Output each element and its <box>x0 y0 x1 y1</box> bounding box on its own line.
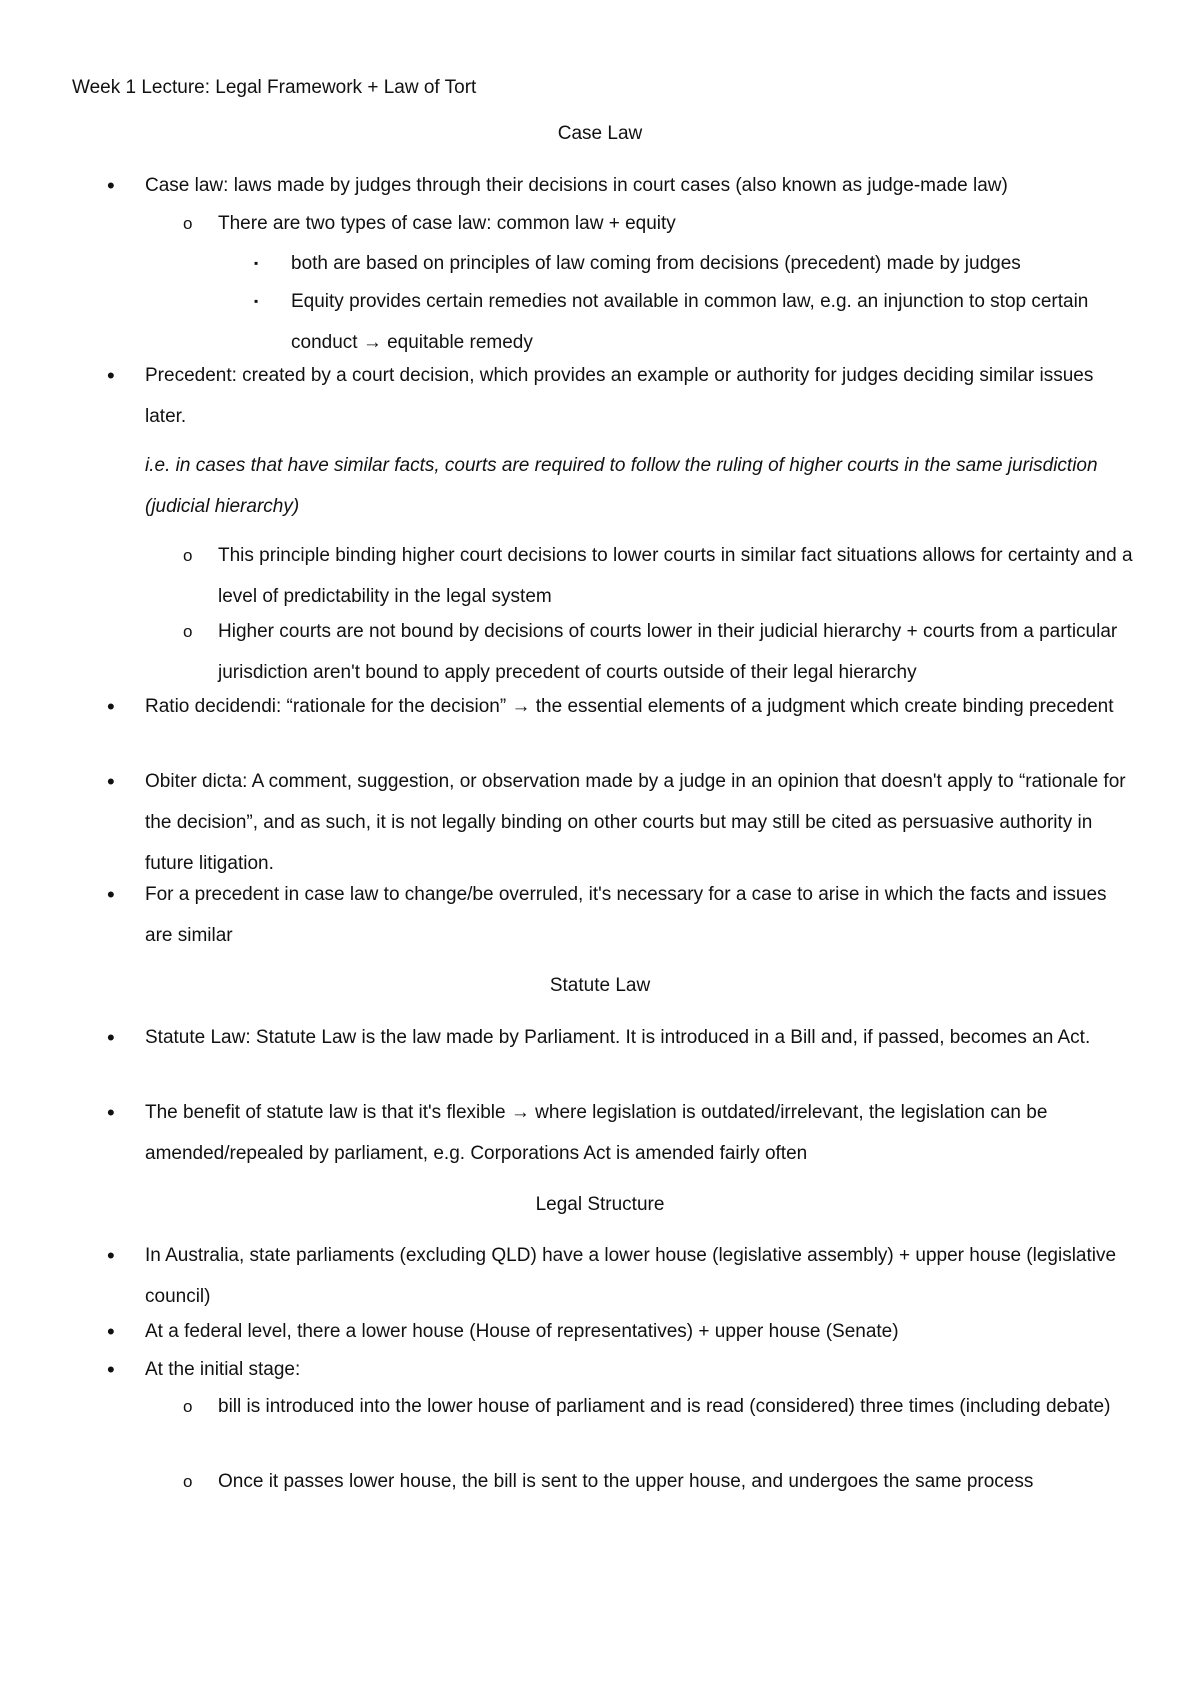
bullet-level2: o <box>183 546 193 565</box>
list-item: Case law: laws made by judges through their decisions in court cases (also known as judge-made law) <box>145 175 1008 196</box>
bullet-level2: o <box>183 1397 193 1416</box>
list-item: bill is introduced into the lower house of parliament and is read (considered) three times (including debate) <box>218 1396 1111 1417</box>
bullet-level1: • <box>107 694 115 719</box>
section-heading-legal-structure: Legal Structure <box>535 1194 665 1215</box>
list-item: The benefit of statute law is that it's flexible → where legislation is outdated/irrelevant, the legislation can be amended/repealed by parliament, e.g. Corporations Act is amended fairly often <box>145 1102 1048 1164</box>
list-item: Statute Law: Statute Law is the law made by Parliament. It is introduced in a Bill and, if passed, becomes an Act. <box>145 1027 1091 1048</box>
list-item: In Australia, state parliaments (excluding QLD) have a lower house (legislative assembly) + upper house (legislative council) <box>145 1245 1117 1307</box>
bullet-level1: • <box>107 363 115 388</box>
bullet-level1: • <box>107 1319 115 1344</box>
bullet-level2: o <box>183 214 193 233</box>
bullet-level2: o <box>183 622 193 641</box>
list-item: Precedent: created by a court decision, which provides an example or authority for judges deciding similar issues later. <box>145 365 1094 427</box>
bullet-level1: • <box>107 769 115 794</box>
list-item: Ratio decidendi: “rationale for the decision” → the essential elements of a judgment which create binding precedent <box>145 696 1114 717</box>
list-item: For a precedent in case law to change/be overruled, it's necessary for a case to arise in which the facts and issues are similar <box>145 884 1107 946</box>
bullet-level2: o <box>183 1472 193 1491</box>
list-item: Higher courts are not bound by decisions of courts lower in their judicial hierarchy + courts from a particular jurisdiction aren't bound to apply precedent of courts outside of their legal hierarchy <box>218 621 1118 683</box>
section-heading-statute-law: Statute Law <box>549 975 651 996</box>
list-item: There are two types of case law: common law + equity <box>218 213 676 234</box>
document-title: Week 1 Lecture: Legal Framework + Law of Tort <box>72 77 477 98</box>
bullet-level3: ▪ <box>254 256 259 270</box>
italic-note: i.e. in cases that have similar facts, courts are required to follow the ruling of higher courts in the same jurisdiction (judicial hierarchy) <box>145 455 1098 517</box>
bullet-level1: • <box>107 1025 115 1050</box>
list-item: At the initial stage: <box>145 1359 301 1380</box>
section-heading-case-law: Case Law <box>557 123 643 144</box>
bullet-level1: • <box>107 173 115 198</box>
list-item: This principle binding higher court decisions to lower courts in similar fact situations allows for certainty and a level of predictability in the legal system <box>218 545 1133 607</box>
list-item: At a federal level, there a lower house (House of representatives) + upper house (Senate) <box>145 1321 899 1342</box>
list-item: Once it passes lower house, the bill is sent to the upper house, and undergoes the same process <box>218 1471 1034 1492</box>
bullet-level1: • <box>107 1100 115 1125</box>
bullet-level1: • <box>107 1243 115 1268</box>
list-item: Obiter dicta: A comment, suggestion, or observation made by a judge in an opinion that doesn't apply to “rationale for the decision”, and as such, it is not legally binding on other courts but may still be cited as persuasive authority in future litigation. <box>145 771 1126 874</box>
bullet-level3: ▪ <box>254 294 259 308</box>
bullet-level1: • <box>107 1357 115 1382</box>
bullet-level1: • <box>107 882 115 907</box>
list-item: Equity provides certain remedies not available in common law, e.g. an injunction to stop certain conduct → equitable remedy <box>291 291 1089 353</box>
list-item: both are based on principles of law coming from decisions (precedent) made by judges <box>291 253 1021 274</box>
